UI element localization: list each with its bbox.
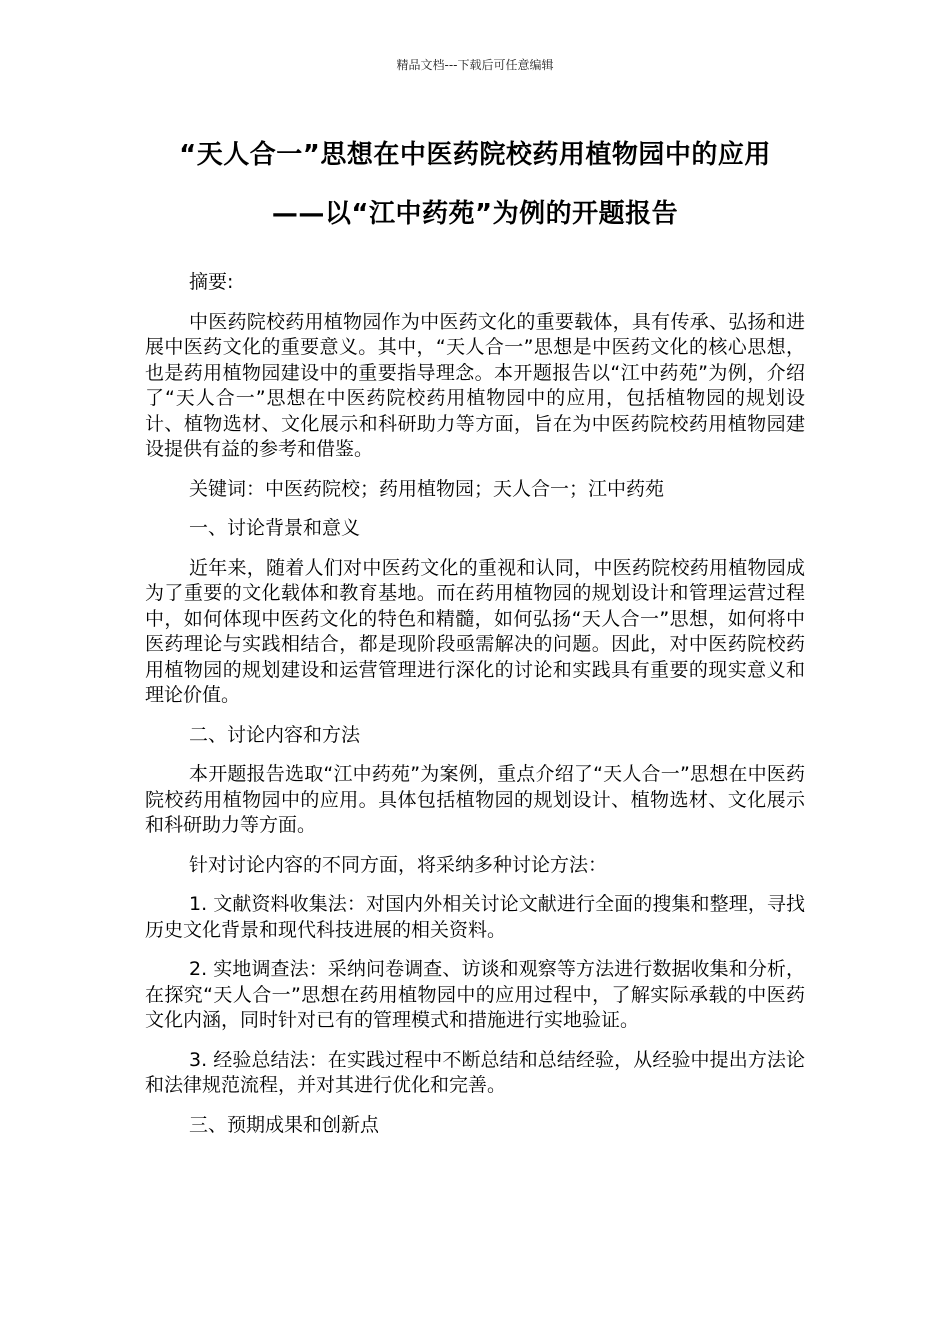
section-heading-2: 二、讨论内容和方法 — [189, 723, 361, 746]
method-item-3: 3. 经验总结法：在实践过程中不断总结和总结经验，从经验中提出方法论和法律规范流程，并对其进行优化和完善。 — [145, 1048, 805, 1096]
abstract-paragraph: 中医药院校药用植物园作为中医药文化的重要载体，具有传承、弘扬和进展中医药文化的重要意义。其中，“天人合一”思想是中医药文化的核心思想，也是药用植物园建设中的重要指导理念。本开题报告以“江中药苑”为例，介绍了“天人合一”思想在中医药院校药用植物园中的应用，包括植物园的规划设计、植物选材、文化展示和科研助力等方面，旨在为中医药院校药用植物园建设提供有益的参考和借鉴。 — [145, 310, 805, 460]
section-heading-1: 一、讨论背景和意义 — [189, 517, 361, 539]
abstract-label: 摘要: — [189, 271, 234, 293]
method-item-1: 1. 文献资料收集法：对国内外相关讨论文献进行全面的搜集和整理，寻找历史文化背景和现代科技进展的相关资料。 — [145, 893, 805, 941]
methods-intro-paragraph: 针对讨论内容的不同方面，将采纳多种讨论方法： — [189, 853, 608, 876]
header-note: 精品文档---下载后可任意编辑 — [396, 58, 554, 72]
background-paragraph: 近年来，随着人们对中医药文化的重视和认同，中医药院校药用植物园成为了重要的文化载体和教育基地。而在药用植物园的规划设计和管理运营过程中，如何体现中医药文化的特色和精髓，如何弘扬“天人合一”思想，如何将中医药理论与实践相结合，都是现阶段亟需解决的问题。因此，对中医药院校药用植物园的规划建设和运营管理进行深化的讨论和实践具有重要的现实意义和理论价值。 — [145, 556, 805, 706]
content-paragraph: 本开题报告选取“江中药苑”为案例，重点介绍了“天人合一”思想在中医药院校药用植物园中的应用。具体包括植物园的规划设计、植物选材、文化展示和科研助力等方面。 — [145, 763, 805, 836]
document-body — [145, 270, 805, 1152]
keywords-paragraph: 关键词：中医药院校；药用植物园；天人合一；江中药苑 — [189, 477, 665, 500]
document-title: “天人合一”思想在中医药院校药用植物园中的应用 — [179, 140, 771, 170]
method-item-2: 2. 实地调查法：采纳问卷调查、访谈和观察等方法进行数据收集和分析，在探究“天人合一”思想在药用植物园中的应用过程中，了解实际承载的中医药文化内涵，同时针对已有的管理模式和措施进行实地验证。 — [145, 958, 805, 1031]
section-heading-3: 三、预期成果和创新点 — [189, 1113, 380, 1136]
document-subtitle: ——以“江中药苑”为例的开题报告 — [271, 199, 679, 229]
